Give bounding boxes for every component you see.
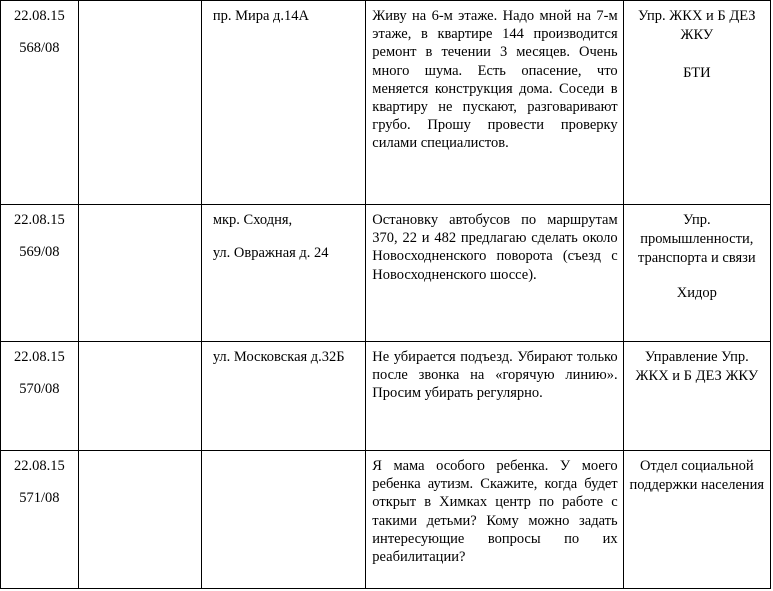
address-cell — [201, 342, 365, 451]
appeal-date: 22.08.15 — [13, 212, 65, 228]
department-cell — [623, 1, 770, 205]
appeal-number: 569/08 — [19, 244, 60, 260]
appeal-text: Я мама особого ребенка. У моего ребенка аутизм. Скажите, когда будет открыт в Химках центр по работе с такими детьми? Кому можно задать интересующие вопросы по их реабилитации? — [372, 458, 618, 566]
appeal-text-cell — [366, 1, 623, 205]
appeal-date: 22.08.15 — [13, 8, 65, 24]
appeal-date: 22.08.15 — [13, 458, 65, 474]
appeal-text: Живу на 6-м этаже. Надо мной на 7-м этаже, в квартире 144 производится ремонт в течении 3 месяцев. Очень много шума. Есть опасение, что меняется конструкция дома. Соседи в квартиру не пускают, разговаривают грубо. Прошу провести проверку силами специалистов. — [372, 8, 618, 152]
address-line: ул. Овражная д. 24 — [212, 245, 329, 261]
empty-cell — [78, 205, 201, 342]
appeal-number: 570/08 — [19, 381, 60, 397]
table-row — [1, 1, 771, 205]
address-cell — [201, 451, 365, 589]
appeal-text: Не убирается подъезд. Убирают только после звонка на «горячую линию». Просим убирать регулярно. — [372, 349, 618, 402]
date-cell — [1, 451, 79, 589]
address-line: мкр. Сходня, — [212, 212, 293, 228]
table-row — [1, 205, 771, 342]
department-name: Отдел социальной поддержки населения — [629, 458, 765, 493]
date-cell — [1, 342, 79, 451]
department-extra: БТИ — [683, 65, 711, 81]
department-cell — [623, 342, 770, 451]
appeal-text-cell — [366, 451, 623, 589]
department-name: Упр. ЖКХ и Б ДЕЗ ЖКУ — [638, 8, 756, 43]
address-cell — [201, 205, 365, 342]
appeal-text-cell — [366, 342, 623, 451]
appeal-text-cell — [366, 205, 623, 342]
department-name: Упр. промышленности, транспорта и связи — [637, 212, 756, 266]
address-line: пр. Мира д.14А — [212, 8, 310, 24]
department-extra: Хидор — [676, 285, 717, 301]
appeal-text: Остановку автобусов по маршрутам 370, 22 и 482 предлагаю сделать около Новосходненского поворота (съезд с Новосходненского шоссе). — [372, 212, 618, 283]
table-row — [1, 451, 771, 589]
department-cell — [623, 451, 770, 589]
address-cell — [201, 1, 365, 205]
empty-cell — [78, 451, 201, 589]
date-cell — [1, 1, 79, 205]
table-row — [1, 342, 771, 451]
empty-cell — [78, 1, 201, 205]
appeal-date: 22.08.15 — [13, 349, 65, 365]
department-cell — [623, 205, 770, 342]
appeal-number: 568/08 — [19, 40, 60, 56]
address-line: ул. Московская д.32Б — [212, 349, 345, 365]
empty-cell — [78, 342, 201, 451]
date-cell — [1, 205, 79, 342]
appeal-number: 571/08 — [19, 490, 60, 506]
department-name: Управление Упр. ЖКХ и Б ДЕЗ ЖКУ — [635, 349, 759, 384]
